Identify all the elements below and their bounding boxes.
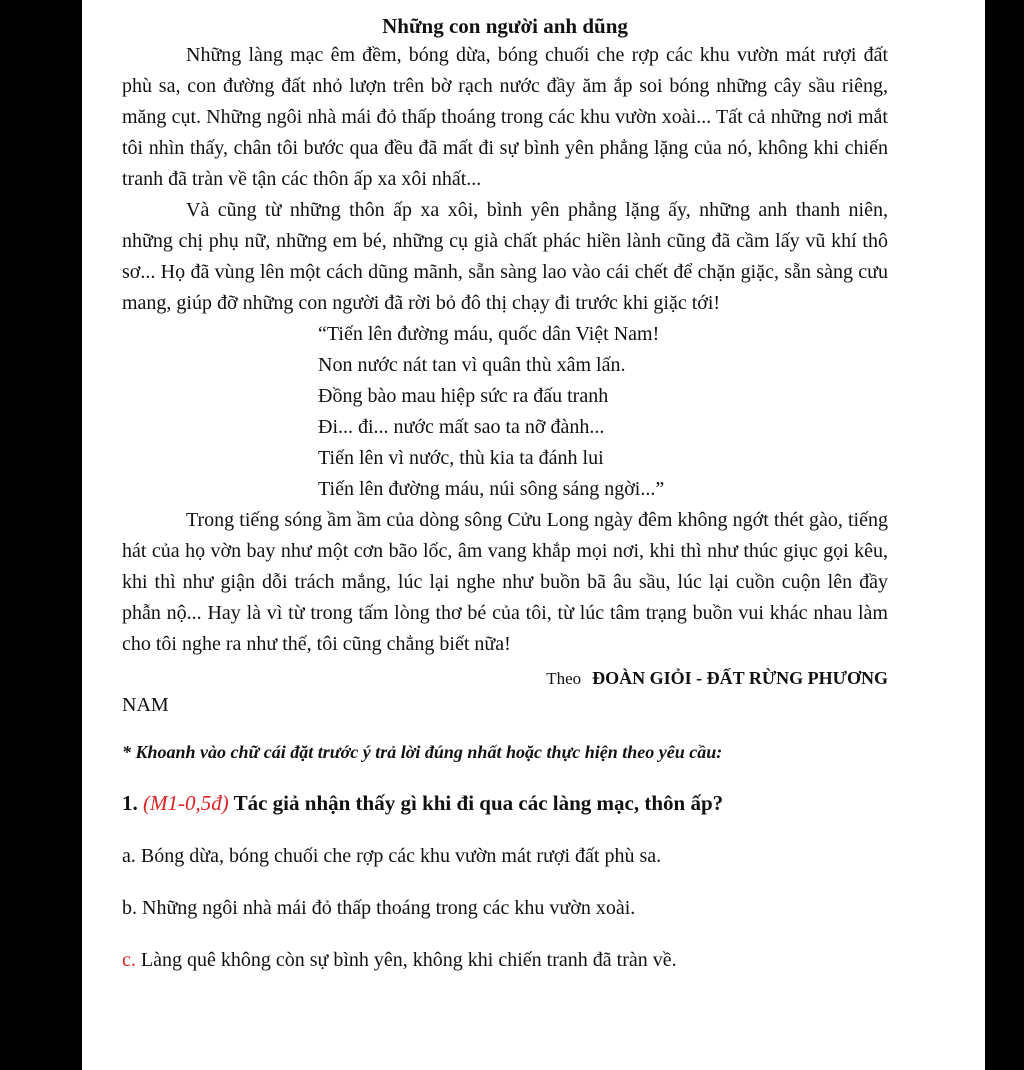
poem-line: Tiến lên đường máu, núi sông sáng ngời...” [318,478,665,500]
poem-line: Đồng bào mau hiệp sức ra đấu tranh [318,385,609,407]
document-content [122,0,888,974]
source-author-end: NAM [122,694,169,716]
paragraph-3: Trong tiếng sóng ầm ầm của dòng sông Cửu Long ngày đêm không ngớt thét gào, tiếng hát của họ vờn bay như một cơn bão lốc, âm vang khắp mọi nơi, khi thì như thúc giục gọi kêu, khi thì như giận dỗi trách mắng, lúc lại nghe như buồn bã âu sầu, lúc lại cuồn cuộn lên đầy phẫn nộ... Hay là vì từ trong tấm lòng thơ bé của tôi, từ lúc tâm trạng buồn vui khác nhau làm cho tôi nghe ra như thế, tôi cũng chẳng biết nữa! [122,509,888,655]
paragraph-1: Những làng mạc êm đềm, bóng dừa, bóng chuối che rợp các khu vườn mát rượi đất phù sa, con đường đất nhỏ lượn trên bờ rạch nước đầy ăm ắp soi bóng những cây sầu riêng, măng cụt. Những ngôi nhà mái đỏ thấp thoáng trong các khu vườn xoài... Tất cả những nơi mắt tôi nhìn thấy, chân tôi bước qua đều đã mất đi sự bình yên phẳng lặng của nó, không khi chiến tranh đã tràn về tận các thôn ấp xa xôi nhất... [122,44,888,190]
question-code: (M1-0,5đ) [143,791,229,815]
exercise-instruction: * Khoanh vào chữ cái đặt trước ý trả lời đúng nhất hoặc thực hiện theo yêu cầu: [122,742,723,762]
paragraph-2: Và cũng từ những thôn ấp xa xôi, bình yên phẳng lặng ấy, những anh thanh niên, những chị phụ nữ, những em bé, những cụ già chất phác hiền lành cũng đã cầm lấy vũ khí thô sơ... Họ đã vùng lên một cách dũng mãnh, sẵn sàng lao vào cái chết để chặn giặc, sẵn sàng cưu mang, giúp đỡ những con người đã rời bỏ đô thị chạy đi trước khi giặc tới! [122,199,888,314]
source-author: ĐOÀN GIỎI - ĐẤT RỪNG PHƯƠNG [592,668,888,688]
option-letter: b. [122,897,137,919]
poem-line: Tiến lên vì nước, thù kia ta đánh lui [318,447,604,469]
document-title: Những con người anh dũng [382,14,628,38]
source-prefix: Theo [546,669,582,688]
poem-block [318,319,888,505]
question-1 [122,788,888,818]
option-letter: a. [122,845,136,867]
poem-line: “Tiến lên đường máu, quốc dân Việt Nam! [318,323,660,345]
option-c[interactable] [122,946,888,974]
question-text: Tác giả nhận thấy gì khi đi qua các làng mạc, thôn ấp? [233,791,724,815]
option-text: Những ngôi nhà mái đỏ thấp thoáng trong các khu vườn xoài. [142,897,636,919]
document-page [82,0,985,1070]
poem-line: Đi... đi... nước mất sao ta nỡ đành... [318,416,605,438]
option-a[interactable] [122,842,888,870]
poem-line: Non nước nát tan vì quân thù xâm lấn. [318,354,626,376]
option-b[interactable] [122,894,888,922]
source-attribution [122,663,888,694]
option-text: Làng quê không còn sự bình yên, không khi chiến tranh đã tràn về. [140,949,677,971]
question-number: 1. [122,791,138,815]
option-text: Bóng dừa, bóng chuối che rợp các khu vườn mát rượi đất phù sa. [140,845,662,867]
option-letter: c. [122,949,136,971]
